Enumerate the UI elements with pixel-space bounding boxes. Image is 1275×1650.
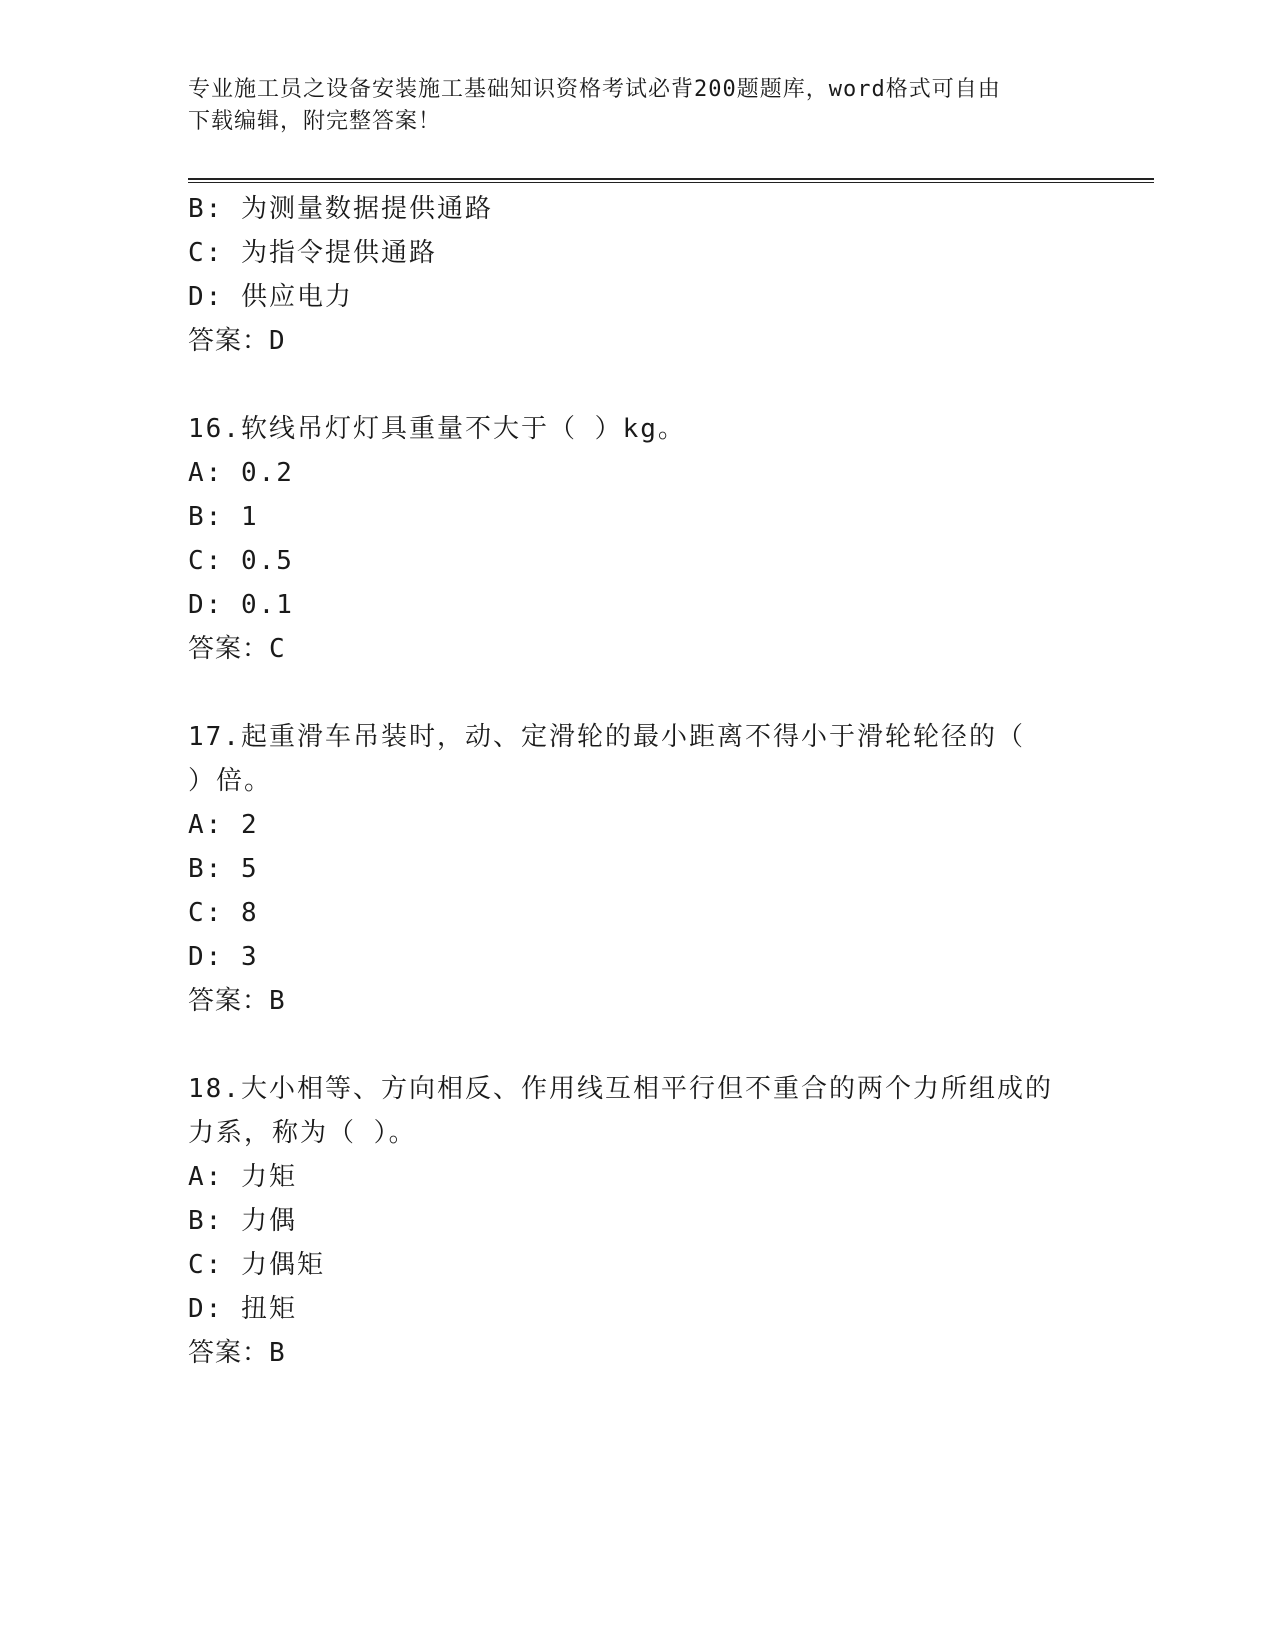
q18-stem-line-2: 力系，称为（ ）。 [188,1118,417,1148]
q18-option-d: D: 扭矩 [188,1294,297,1324]
q17-option-b: B: 5 [188,854,259,884]
q18-option-a: A: 力矩 [188,1162,297,1192]
header-title-line-2: 下载编辑，附完整答案！ [188,109,442,134]
q18-stem-line-1: 18.大小相等、方向相反、作用线互相平行但不重合的两个力所组成的 [188,1074,1053,1104]
q17-option-c: C: 8 [188,898,259,928]
q17-option-d: D: 3 [188,942,259,972]
q16-option-a: A: 0.2 [188,458,294,488]
q15-option-b: B: 为测量数据提供通路 [188,194,493,224]
q16-option-d: D: 0.1 [188,590,294,620]
q15-answer: 答案：D [188,326,286,356]
q16-option-c: C: 0.5 [188,546,294,576]
q17-stem-line-2: ）倍。 [188,766,273,796]
q16-option-b: B: 1 [188,502,259,532]
q16-answer: 答案：C [188,634,286,664]
document-header [188,74,1088,138]
q15-option-c: C: 为指令提供通路 [188,238,437,268]
q17-option-a: A: 2 [188,810,259,840]
header-title-line-1: 专业施工员之设备安装施工基础知识资格考试必背200题题库，word格式可自由 [188,77,1001,102]
q15-option-d: D: 供应电力 [188,282,353,312]
q17-stem-line-1: 17.起重滑车吊装时，动、定滑轮的最小距离不得小于滑轮轮径的（ [188,722,1025,752]
q16-stem: 16.软线吊灯灯具重量不大于（ ）kg。 [188,414,686,444]
q18-option-c: C: 力偶矩 [188,1250,325,1280]
q18-answer: 答案：B [188,1338,286,1368]
q17-answer: 答案：B [188,986,286,1016]
header-divider [188,178,1154,183]
q18-option-b: B: 力偶 [188,1206,297,1236]
